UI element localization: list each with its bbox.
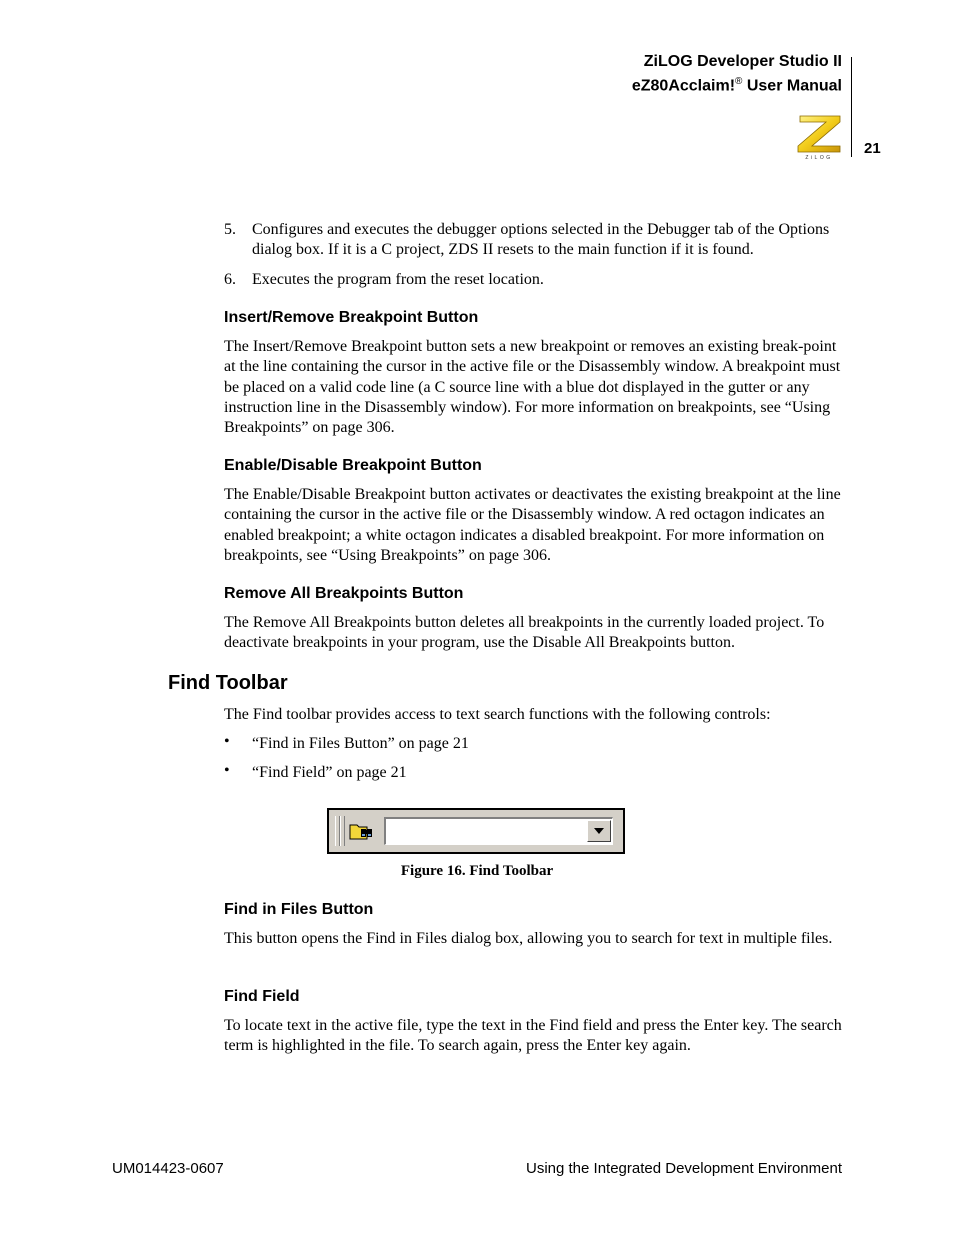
zilog-logo [796,114,842,160]
logo-wordmark: ZiLOG [805,155,833,160]
heading-find-toolbar: Find Toolbar [168,672,288,694]
heading-remove-all-breakpoints: Remove All Breakpoints Button [224,585,464,602]
paragraph-remove-all-breakpoints: The Remove All Breakpoints button deletes all breakpoints in the currently loaded project. To deactivate breakpoints in your program, use the Disable All Breakpoints button. [224,614,825,652]
list-item-5: Configures and executes the debugger options selected in the Debugger tab of the Options dialog box. If it is a C project, ZDS II resets to the main function if it is found. [252,221,830,259]
bullet-symbol: • [224,762,230,779]
list-number-6: 6. [224,271,236,288]
find-field[interactable] [384,817,613,845]
paragraph-find-in-files-button: This button opens the Find in Files dialog box, allowing you to search for text in multiple files. [224,930,833,947]
paragraph-find-toolbar: The Find toolbar provides access to text search functions with the following controls: [224,706,771,723]
paragraph-find-field: To locate text in the active file, type the text in the Find field and press the Enter key. The search term is highlighted in the file. To search again, press the Enter key again. [224,1017,842,1055]
toolbar-grip[interactable] [340,816,345,846]
header-divider [851,57,852,157]
list-number-5: 5. [224,221,236,238]
footer-document-id: UM014423-0607 [112,1160,224,1177]
footer-chapter-title: Using the Integrated Development Environment [525,1160,842,1177]
link-find-field[interactable]: “Find Field” on page 21 [252,764,407,781]
heading-insert-remove-breakpoint: Insert/Remove Breakpoint Button [224,309,479,326]
link-find-in-files-button[interactable]: “Find in Files Button” on page 21 [252,735,469,752]
find-toolbar-figure [327,808,625,854]
heading-find-field: Find Field [224,988,300,1005]
paragraph-insert-remove-breakpoint: The Insert/Remove Breakpoint button sets a new breakpoint or removes an existing break-point at the line containing the cursor in the active file or the Disassembly window. A breakpoint must be placed on a valid code line (a C source line with a blue dot displayed in the gutter or any instruction line in the Disassembly window). For more information on breakpoints, see “Using Breakpoints” on page 306. [224,338,841,437]
manual-title-line1: ZiLOG Developer Studio II [643,53,842,70]
bullet-symbol: • [224,733,230,750]
chevron-down-icon [594,828,604,834]
registered-mark: ® [735,76,743,87]
figure-caption: Figure 16. Find Toolbar [400,863,554,879]
paragraph-enable-disable-breakpoint: The Enable/Disable Breakpoint button activates or deactivates the existing breakpoint at the line containing the cursor in the active file or the Disassembly window. A red octagon indicates an enabled breakpoint; a white octagon indicates a disabled breakpoint. For more information on breakpoints, see “Using Breakpoints” on page 306. [224,486,841,564]
list-item-6: Executes the program from the reset location. [252,271,544,288]
find-in-files-icon[interactable] [349,820,375,842]
page-number: 21 [864,140,881,157]
heading-find-in-files-button: Find in Files Button [224,901,374,918]
product-name: eZ80Acclaim! [631,77,736,95]
manual-title-suffix: User Manual [742,77,842,95]
heading-enable-disable-breakpoint: Enable/Disable Breakpoint Button [224,457,482,474]
manual-title-line2 [632,72,842,96]
find-field-dropdown-button[interactable] [587,820,611,842]
